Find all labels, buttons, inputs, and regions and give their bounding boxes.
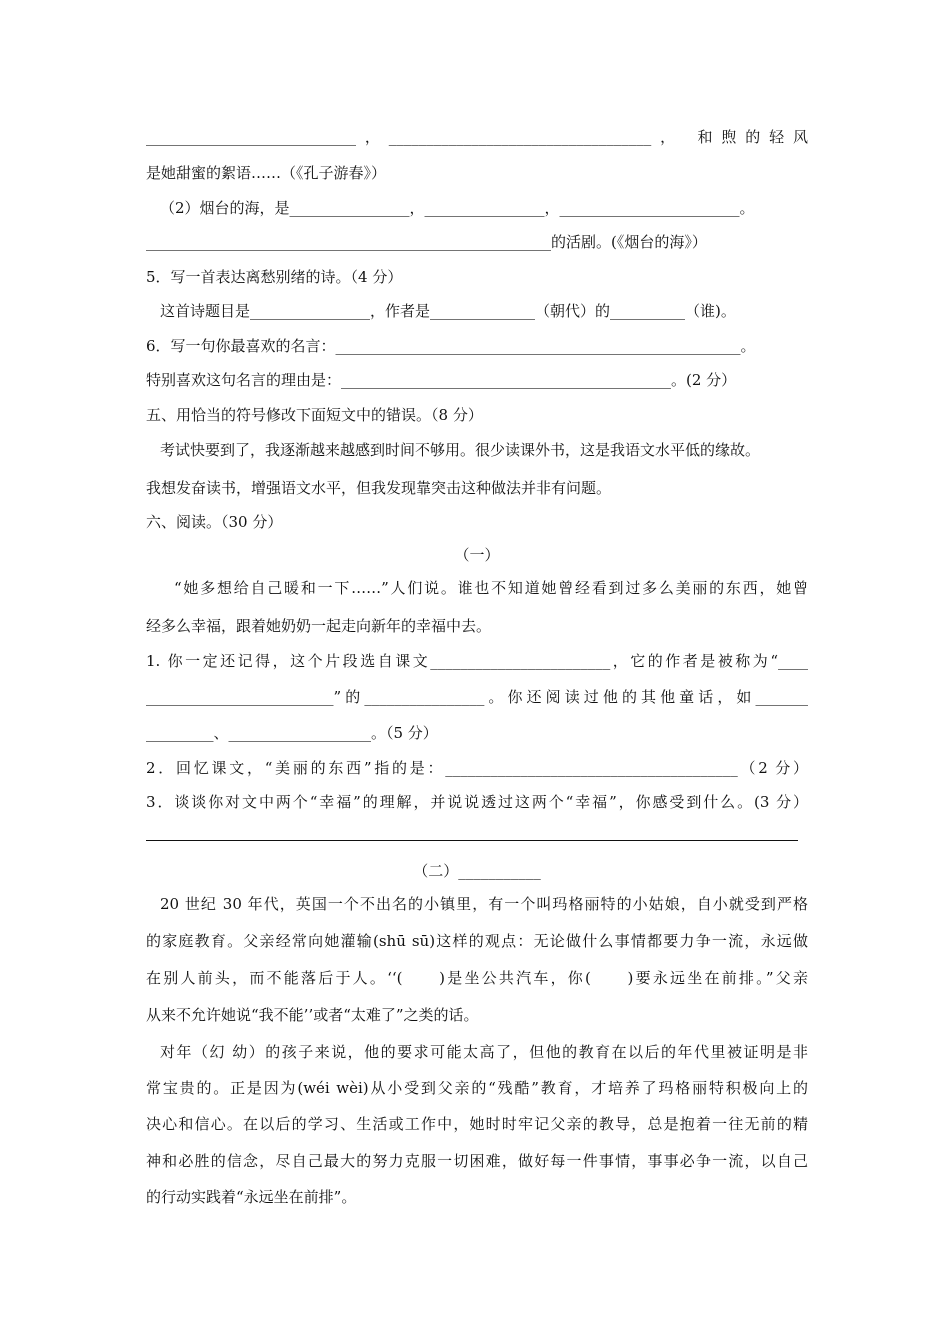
passage-2-line-4: 从来不允许她说“我不能’’或者“太难了”之类的话。 <box>146 1006 479 1024</box>
passage-2-line-2: 的家庭教育。父亲经常向她灌输(shū sū)这样的观点：无论做什么事情都要力争一流，永远做 <box>146 932 808 950</box>
correction-text-line-1: 考试快要到了，我逐渐越来越感到时间不够用。很少读课外书，这是我语文水平低的缘故。 <box>160 441 761 459</box>
text-line-yantai-blanks: （2）烟台的海，是________________，________________，________________________。 <box>160 199 755 217</box>
passage-2-line-3: 在别人前头，而不能落后于人。‘‘( )是坐公共汽车，你( )要永远坐在前排。”父亲 <box>146 969 808 987</box>
question-6-reason: 特别喜欢这句名言的理由是：____________________________________________。(2 分） <box>146 371 737 389</box>
passage-1-question-1-cont: _________________________”的________________。你还阅读过他的其他童话，如_______ <box>146 688 808 706</box>
passage-2-line-6: 常宝贵的。正是因为(wéi wèi)从小受到父亲的“残酷”教育，才培养了玛格丽特积极向上的 <box>146 1079 808 1097</box>
text-line-kongzi-blanks: ____________________________，___________________________________， 和煦的轻风 <box>146 128 808 146</box>
correction-text-line-2: 我想发奋读书，增强语文水平，但我发现靠突击这种做法并非有问题。 <box>146 479 612 497</box>
text-line-kongzi-source: 是她甜蜜的絮语……（《孔子游春》） <box>146 164 387 182</box>
passage-2-line-8: 神和必胜的信念，尽自己最大的努力克服一切困难，做好每一件事情，事事必争一流，以自己 <box>146 1152 808 1170</box>
passage-1-line-2: 经多么幸福，跟着她奶奶一起走向新年的幸福中去。 <box>146 617 492 635</box>
passage-1-line-1: “她多想给自己暖和一下……”人们说。谁也不知道她曾经看到过多么美丽的东西，她曾 <box>174 579 808 597</box>
passage-2-line-5: 对年（幻 幼）的孩子来说，他的要求可能太高了，但他的教育在以后的年代里被证明是非 <box>160 1043 808 1061</box>
passage-2-line-1: 20 世纪 30 年代，英国一个不出名的小镇里，有一个叫玛格丽特的小姑娘，自小就受到严格 <box>160 895 808 913</box>
passage-2-line-9: 的行动实践着“永远坐在前排”。 <box>146 1188 357 1206</box>
question-6: 6．写一句你最喜欢的名言：______________________________________________________。 <box>146 337 756 355</box>
passage-1-question-2: 2．回忆课文，“美丽的东西”指的是：_______________________________________（2 分） <box>146 759 808 777</box>
section-6-heading: 六、阅读。（30 分） <box>146 513 283 531</box>
passage-1-question-1-end: _________、___________________。（5 分） <box>146 724 438 742</box>
text-line-yantai-source: ______________________________________________________的活剧。(《烟台的海》） <box>146 233 707 251</box>
answer-line <box>146 840 798 841</box>
passage-1-heading: （一） <box>454 546 500 564</box>
question-5-blanks: 这首诗题目是________________，作者是______________（朝代）的__________（谁)。 <box>160 302 736 320</box>
passage-1-question-3: 3．谈谈你对文中两个“幸福”的理解，并说说透过这两个“幸福”，你感受到什么。(3 分） <box>146 793 808 811</box>
question-5: 5．写一首表达离愁别绪的诗。（4 分） <box>146 268 403 286</box>
passage-2-heading: （二）___________ <box>413 862 541 880</box>
passage-2-line-7: 决心和信心。在以后的学习、生活或工作中，她时时牢记父亲的教导，总是抱着一往无前的精 <box>146 1115 808 1133</box>
section-5-heading: 五、用恰当的符号修改下面短文中的错误。（8 分） <box>146 406 483 424</box>
passage-1-question-1: 1. 你一定还记得，这个片段选自课文________________________，它的作者是被称为“____ <box>146 652 808 670</box>
